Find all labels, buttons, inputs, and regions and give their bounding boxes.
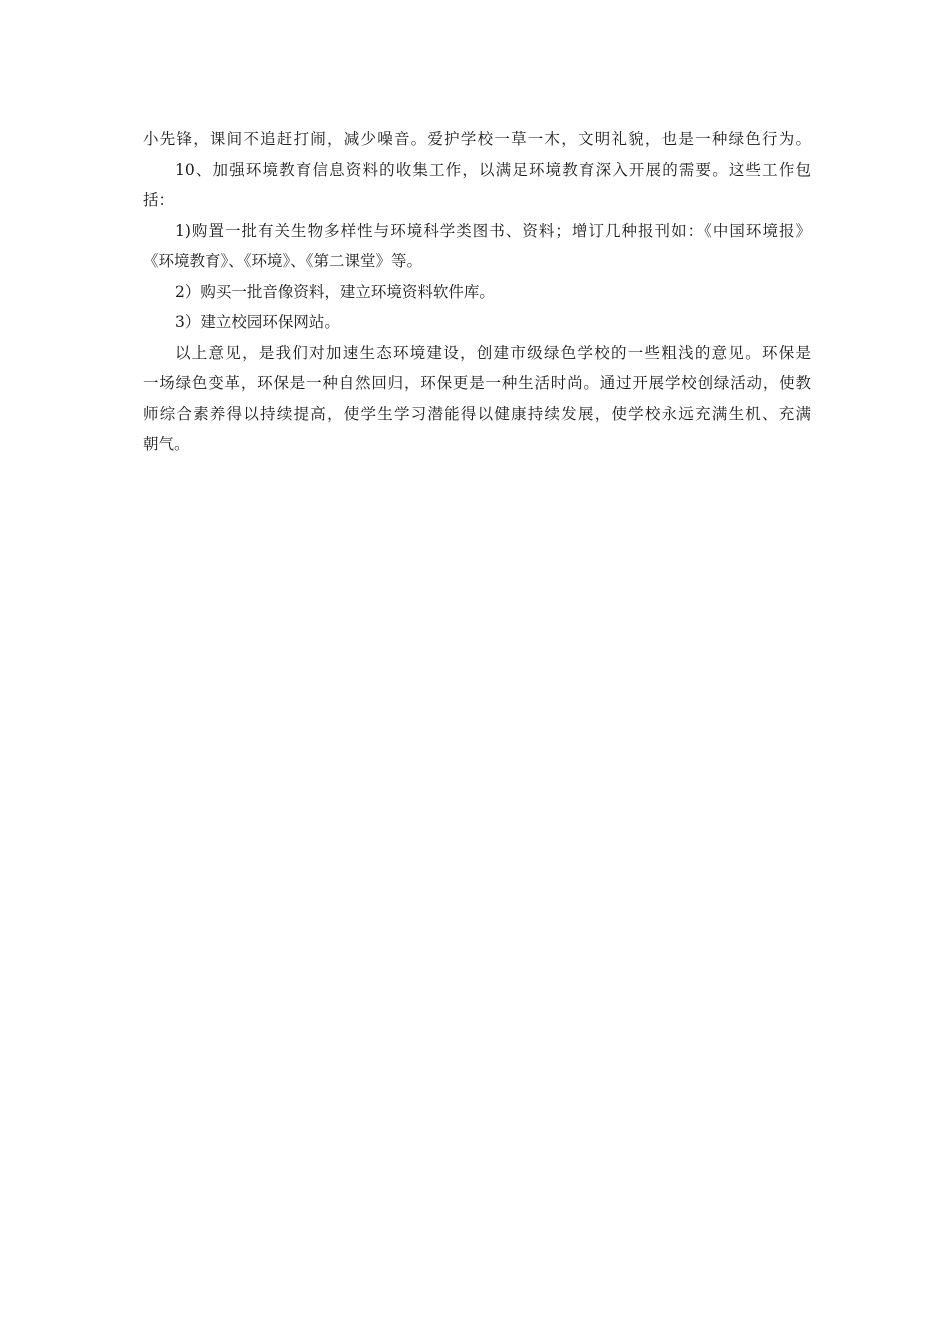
document-body bbox=[143, 124, 811, 460]
list-item: 2）购买一批音像资料，建立环境资料软件库。 bbox=[175, 282, 495, 301]
paragraph-line: 10、加强环境教育信息资料的收集工作，以满足环境教育深入开展的需要。这些工作包 bbox=[175, 160, 811, 179]
paragraph-line: 《环境教育》、《环境》、《第二课堂》等。 bbox=[143, 252, 423, 270]
list-item: 3）建立校园环保网站。 bbox=[175, 313, 340, 331]
paragraph-line: 以上意见，是我们对加速生态环境建设，创建市级绿色学校的一些粗浅的意见。环保是 bbox=[175, 343, 811, 362]
list-item: 1)购置一批有关生物多样性与环境科学类图书、资料；增订几种报刊如：《中国环境报》 bbox=[175, 221, 811, 240]
paragraph-line: 朝气。 bbox=[143, 435, 190, 453]
paragraph-line: 括： bbox=[143, 191, 175, 209]
paragraph-line: 师综合素养得以持续提高，使学生学习潜能得以健康持续发展，使学校永远充满生机、充满 bbox=[143, 404, 811, 423]
paragraph-line: 一场绿色变革，环保是一种自然回归，环保更是一种生活时尚。通过开展学校创绿活动，使教 bbox=[143, 374, 811, 392]
paragraph-line: 小先锋，课间不追赶打闹，减少噪音。爱护学校一草一木，文明礼貌，也是一种绿色行为。 bbox=[143, 130, 811, 148]
